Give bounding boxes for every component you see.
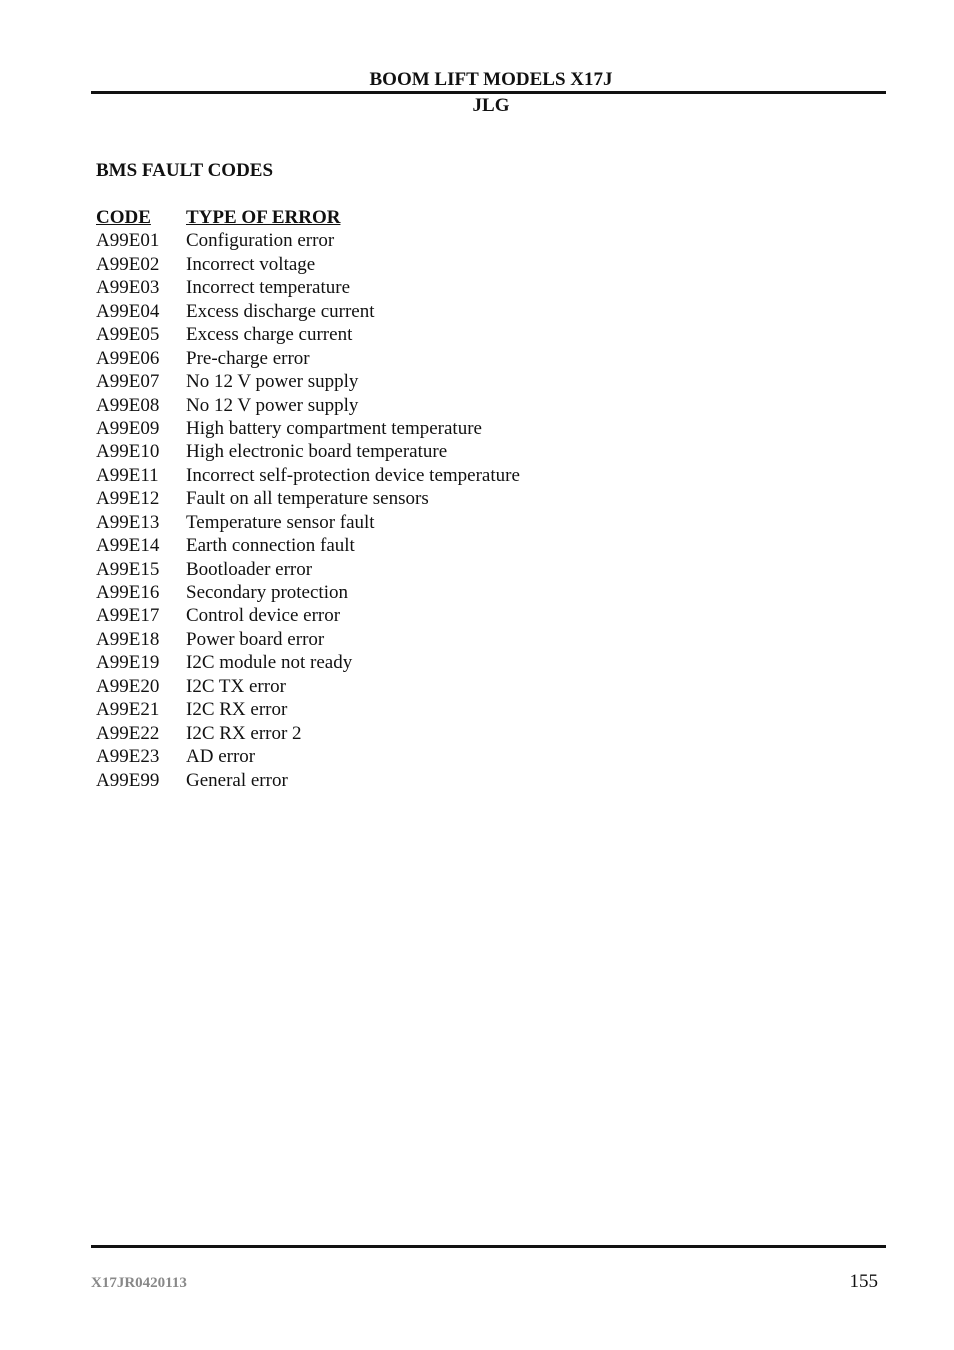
error-type: No 12 V power supply xyxy=(186,371,359,393)
table-row xyxy=(96,698,520,721)
section-title: BMS FAULT CODES xyxy=(96,160,274,181)
fault-code: A99E01 xyxy=(96,230,160,252)
footer-rule xyxy=(91,1245,886,1248)
fault-code: A99E12 xyxy=(96,488,160,510)
fault-code: A99E10 xyxy=(96,441,160,463)
table-row xyxy=(96,487,520,510)
page-number: 155 xyxy=(849,1271,878,1292)
fault-code: A99E07 xyxy=(96,371,160,393)
error-type: High electronic board temperature xyxy=(186,441,448,463)
error-type: I2C TX error xyxy=(186,675,286,697)
error-type: Pre-charge error xyxy=(186,347,310,369)
error-type: Incorrect temperature xyxy=(186,277,351,299)
fault-code: A99E11 xyxy=(96,464,159,486)
table-row xyxy=(96,394,520,417)
fault-code-table xyxy=(96,206,520,792)
fault-code: A99E99 xyxy=(96,769,160,791)
table-header-row xyxy=(96,206,520,229)
error-type: Earth connection fault xyxy=(186,535,355,557)
fault-code: A99E16 xyxy=(96,582,160,603)
fault-code: A99E03 xyxy=(96,277,160,299)
fault-code: A99E23 xyxy=(96,746,160,768)
column-header-type: TYPE OF ERROR xyxy=(186,207,341,228)
fault-code: A99E22 xyxy=(96,722,160,744)
fault-code: A99E15 xyxy=(96,558,160,580)
error-type: I2C RX error 2 xyxy=(186,722,302,744)
table-row xyxy=(96,604,520,627)
error-type: General error xyxy=(186,769,288,791)
table-row xyxy=(96,769,520,792)
error-type: Temperature sensor fault xyxy=(186,511,375,533)
error-type: I2C module not ready xyxy=(186,652,353,674)
error-type: Bootloader error xyxy=(186,558,313,580)
fault-code: A99E14 xyxy=(96,535,160,557)
error-type: I2C RX error xyxy=(186,699,288,721)
table-row xyxy=(96,276,520,299)
table-row xyxy=(96,745,520,768)
fault-code: A99E06 xyxy=(96,347,160,369)
table-row xyxy=(96,651,520,674)
table-row xyxy=(96,558,520,581)
error-type: Control device error xyxy=(186,605,341,627)
table-row xyxy=(96,323,520,346)
fault-code: A99E20 xyxy=(96,675,160,697)
header-subtitle: JLG xyxy=(472,95,510,116)
error-type: AD error xyxy=(186,746,256,768)
error-type: Excess charge current xyxy=(186,324,353,346)
table-row xyxy=(96,347,520,370)
table-row xyxy=(96,511,520,534)
fault-code: A99E19 xyxy=(96,652,160,674)
table-row xyxy=(96,300,520,323)
table-row xyxy=(96,440,520,463)
header-title: BOOM LIFT MODELS X17J xyxy=(369,69,613,90)
fault-code: A99E02 xyxy=(96,253,160,275)
fault-code: A99E13 xyxy=(96,511,160,533)
fault-code: A99E08 xyxy=(96,394,160,416)
table-row xyxy=(96,464,520,487)
table-row xyxy=(96,722,520,745)
error-type: Secondary protection xyxy=(186,582,348,603)
table-body xyxy=(96,229,520,792)
table-row xyxy=(96,229,520,252)
table-row xyxy=(96,370,520,393)
fault-code: A99E18 xyxy=(96,628,160,650)
fault-code: A99E05 xyxy=(96,324,160,346)
table-row xyxy=(96,581,520,604)
fault-code: A99E21 xyxy=(96,699,160,721)
error-type: Configuration error xyxy=(186,230,335,252)
table-row xyxy=(96,253,520,276)
table-row xyxy=(96,628,520,651)
table-row xyxy=(96,417,520,440)
table-row xyxy=(96,534,520,557)
error-type: Incorrect self-protection device temperature xyxy=(186,464,520,486)
table-row xyxy=(96,675,520,698)
error-type: No 12 V power supply xyxy=(186,394,359,416)
column-header-code: CODE xyxy=(96,207,151,228)
fault-code: A99E04 xyxy=(96,300,160,322)
footer-doc-code: X17JR0420113 xyxy=(91,1275,187,1291)
error-type: High battery compartment temperature xyxy=(186,417,482,439)
fault-code: A99E09 xyxy=(96,417,160,439)
error-type: Fault on all temperature sensors xyxy=(186,488,429,510)
error-type: Excess discharge current xyxy=(186,300,375,322)
error-type: Power board error xyxy=(186,628,325,650)
error-type: Incorrect voltage xyxy=(186,253,316,275)
fault-code: A99E17 xyxy=(96,605,160,627)
